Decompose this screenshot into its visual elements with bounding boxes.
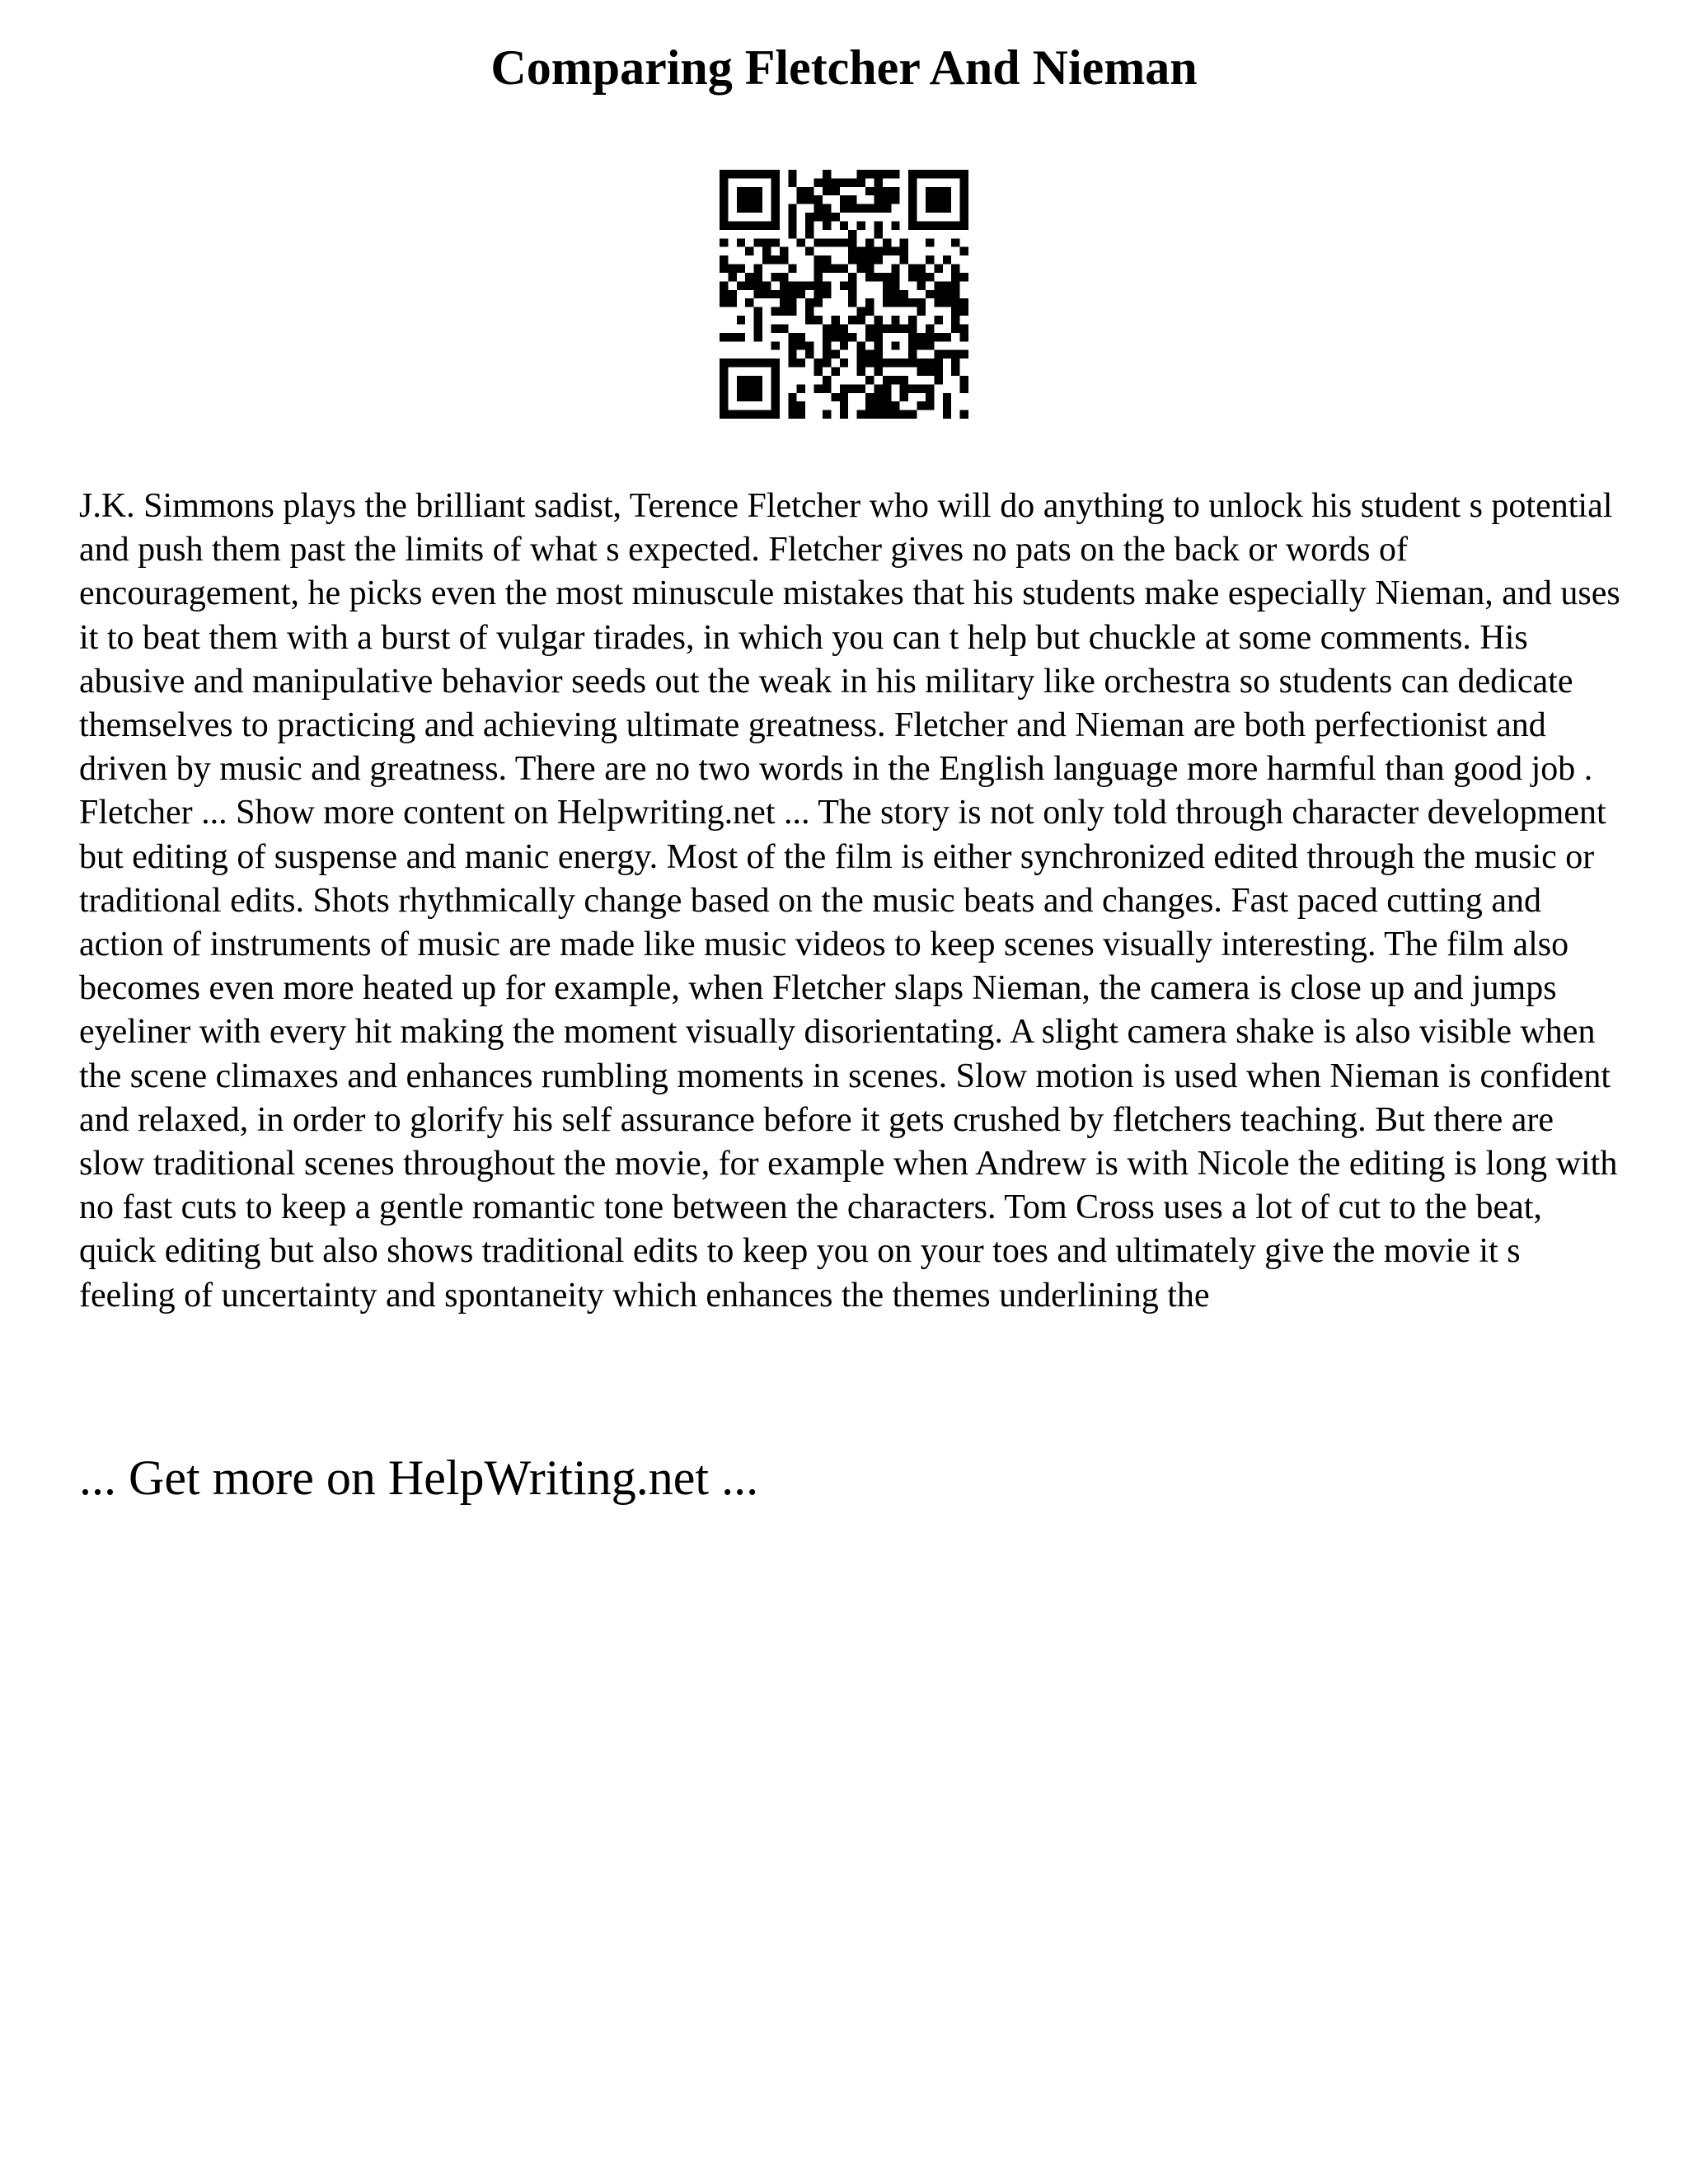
body-paragraph: J.K. Simmons plays the brilliant sadist, Terence Fletcher who will do anything to unlock his student s potential and push them past the limits of what s expected. Fletcher gives no pats on the back or words of encouragement, he picks even the most minuscule mistakes that his students make especially Nieman, and uses it to beat them with a burst of vulgar tirades, in which you can t help but chuckle at some comments. His abusive and manipulative behavior seeds out the weak in his military like orchestra so students can dedicate themselves to practicing and achieving ultimate greatness. Fletcher and Nieman are both perfectionist and driven by music and greatness. There are no two words in the English language more harmful than good job . Fletcher ... Show more content on Helpwriting.net ... The story is not only told through character development but editing of suspense and manic energy. Most of the film is either synchronized edited through the music or traditional edits. Shots rhythmically change based on the music beats and changes. Fast paced cutting and action of instruments of music are made like music videos to keep scenes visually interesting. The film also becomes even more heated up for example, when Fletcher slaps Nieman, the camera is close up and jumps eyeliner with every hit making the moment visually disorientating. A slight camera shake is also visible when the scene climaxes and enhances rumbling moments in scenes. Slow motion is used when Nieman is confident and relaxed, in order to glorify his self assurance before it gets crushed by fletchers teaching. But there are slow traditional scenes throughout the movie, for example when Andrew is with Nicole the editing is long with no fast cuts to keep a gentle romantic tone between the characters. Tom Cross uses a lot of cut to the beat, quick editing but also shows traditional edits to keep you on your toes and ultimately give the movie it s feeling of uncertainty and spontaneity which enhances the themes underlining the — [79, 487, 1620, 1315]
qr-code-icon — [720, 170, 968, 419]
page-title: Comparing Fletcher And Nieman — [490, 40, 1198, 95]
get-more-link[interactable]: ... Get more on HelpWriting.net ... — [79, 1451, 759, 1505]
